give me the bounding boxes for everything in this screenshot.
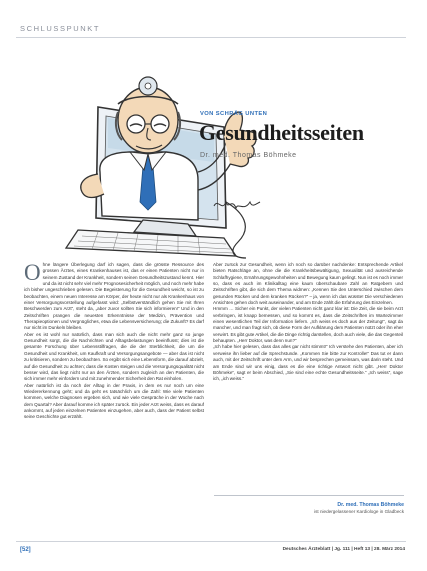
- paragraph: Hmmm … Sicher ein Punkt, der vielen Patienten nicht ganz klar ist: Die Zeit, die sie beim Arzt verbringen, ist knapp bemessen, und so kommt es, dass die Zeitschriften im Wartezimmer einen wesentlichen Teil der Information liefern. „Ich weiss es doch aus der Zeitung!“, sagt da mancher, und man fragt sich, ob diese Form der Aufklärung dem Patienten nützt oder ihn eher verwirrt. Es gibt gute Artikel, die die Dinge richtig darstellen, doch auch viele, die das Gegenteil behaupten. „Herr Doktor, was denn nun?“: [213, 306, 403, 344]
- article-column-right: [213, 262, 403, 497]
- top-divider: [16, 37, 406, 38]
- article-column-left: [24, 262, 204, 538]
- article-author: Dr. med. Thomas Böhmeke: [200, 152, 297, 159]
- page-number: [52]: [20, 547, 31, 553]
- article-title: Gesundheitsseiten: [199, 120, 364, 145]
- paragraph: Aber zurück zur Gesundheit, wenn ich noch so darüber nachdenke: Entsprechende Artikel bieten Ratschläge an, ohne die die Krankheitsbewältigung, Sexualität und ausreichende Schlafhygiene, Ernährungsgewohnheiten und Bewegung kaum gelingt. Nun ist es noch immer so, dass es auch im Klinikalltag eine kaum überschaubare Zahl an Ratgebern und Zeitschriften gibt, die sich dem Thema widmen: „Kennen Sie den Unterschied zwischen dem gesunden Rücken und dem kranken Rücken?“ – ja, wenn ich das wüsste! Die verschiedenen Ansichten gehen doch weit auseinander, und am Ende zählt die Erfahrung des Einzelnen.: [213, 262, 403, 306]
- paragraph: „Ich habe hier gelesen, dass das alles gar nicht stimmt!“ Ich verstehe den Patienten, aber ich verweise ihn lieber auf die Sprechstunde. „Kommen Sie bitte zur Kontrolle!“ Das tut er dann auch, mit der Zeitschrift unter dem Arm, und wir besprechen gemeinsam, was darin steht. Und am Ende sind wir uns einig, dass es die eine richtige Antwort nicht gibt. „Herr Doktor Böhmeke“, sagt er beim Abschied, „Sie sind eine echte Gesundheitsseite.“ „Ich weiss“, sage ich, „ich weiss.“: [213, 344, 403, 382]
- section-label: SCHLUSSPUNKT: [20, 24, 101, 33]
- paragraph: Aber natürlich ist da noch der Alltag in der Praxis, in dem es nur noch um eine Wiedererkennung geht; und da geht es tatsächlich um die Zahl: Wie viele Patienten kommen, welche Diagnosen ergeben sich, und wie viele Gespräche in der Woche nach dem Quartal? Aber darauf komme ich später zurück. Ein jeder Arzt weiss, dass es darauf ankommt, auf jeden einzelnen Patienten einzugehen, aber auch, dass der Patient selbst seine Geschichte gut erzählt.: [24, 382, 204, 420]
- author-signature-role: ist niedergelassener Kardiologe in Gladbeck: [314, 509, 404, 514]
- article-kicker: VON SCHRÄG UNTEN: [200, 111, 268, 117]
- author-signature-name: Dr. med. Thomas Böhmeke: [337, 502, 404, 508]
- bottom-divider: [16, 541, 406, 542]
- drop-cap: O: [24, 262, 41, 285]
- paragraph-text: hne längere Überlegung darf ich sagen, dass die grösste Ressource des grossen Ärztes, eines Krankenhauses ist, das er einen Patienten nicht nur in seinem Zustand der Krankheit, sondern seinen Gesundheitszustand kennt. Hier und da ist nicht sehr viel mehr Prognosesicherheit möglich, und noch mehr habe ich bisher ungeschrieben gelesen. Die Begeisterung für die Gesundheit weicht, so ist zu beobachten, einem neuen Interesse am Körper, der heute nicht nur als Krankenhaus von einer Versorgungsvorstellung aufgefasst wird: „Selbstverständlich gehen Sie mit Ihren Beschwerden zum Arzt“, steht da, „aber zuvor sollten Sie sich informieren!“ Und in den Zeitschriften prangen die neuesten Erkenntnisse der Medizin, Prävention und Therapieoptionen und Vergnügliches, etwa die Lebensversicherung; die Zukunft? Es darf nur nicht im Dunkeln bleiben.: [24, 262, 204, 331]
- paragraph: Aber es ist wohl nur natürlich, dass man sich auch die nicht mehr ganz so junge Gesundheit sorgt, die die Nachrichten und Alltagsbelastungen beeinflusst; dies ist die gesamte Forschung über Lebensstilfragen, die die der Sterblichkeit, die um die Gesundheit und Krankheit, um Kaufkraft und Versorgungsangebote — aber das ist nicht zu kritisieren, sondern zu beobachten. So ergibt sich eine Lebensform, die darauf abzielt, auf die Gesundheit zu achten; dass die Kosten steigen und die Versorgungsqualität nicht besser wird, das liegt nicht nur an den Ärzten, sondern zugleich an den Patienten, die sich immer mehr einfordern und mit zunehmender Sicherheit den Rat einholen.: [24, 331, 204, 382]
- paragraph: [24, 262, 204, 332]
- journal-citation: Deutsches Ärzteblatt | Jg. 111 | Heft 13 | 28. März 2014: [282, 547, 405, 552]
- signature-divider: [214, 495, 404, 496]
